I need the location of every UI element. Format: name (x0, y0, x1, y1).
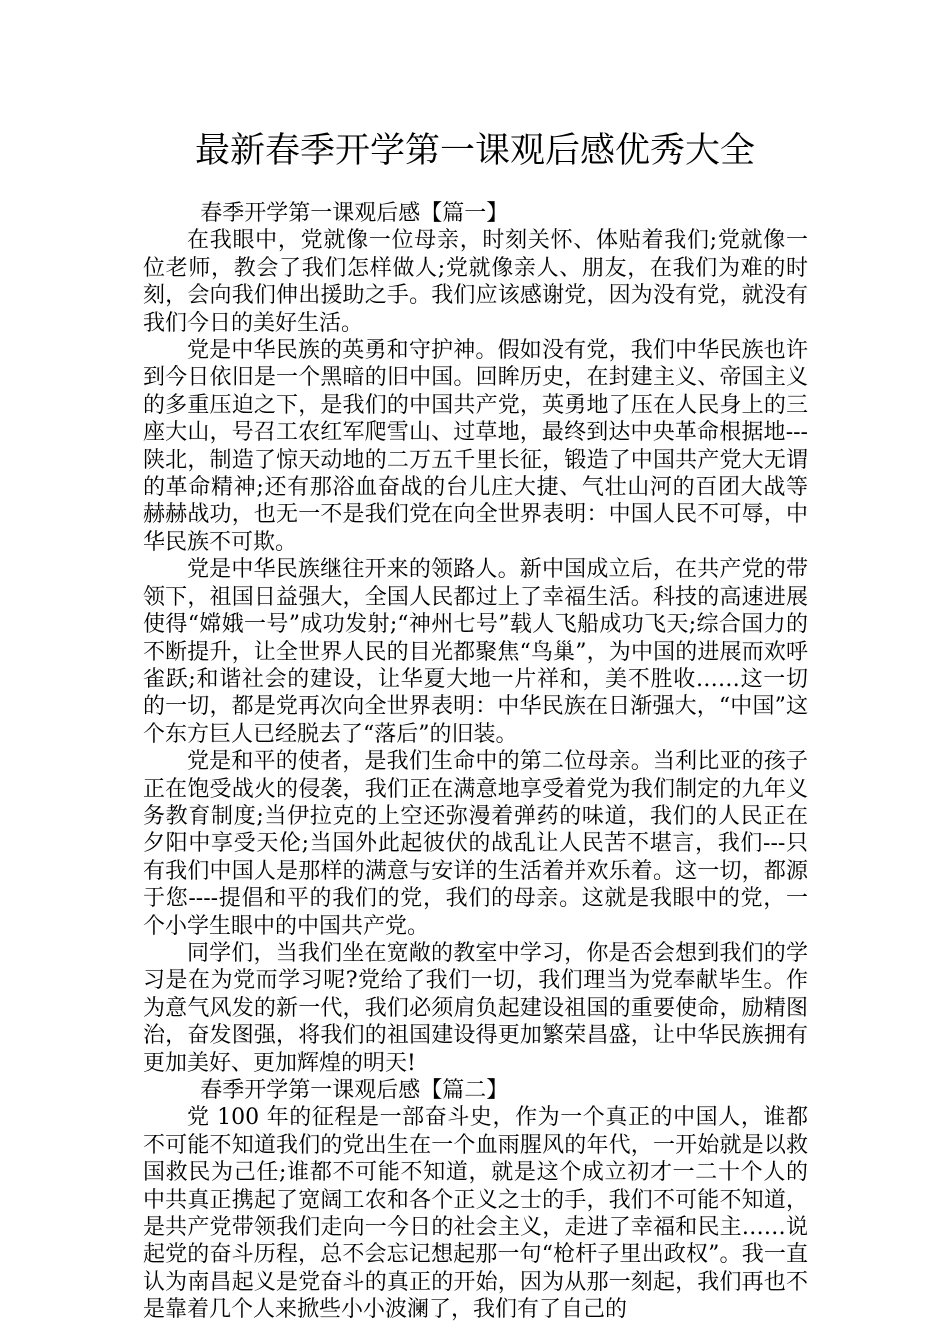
paragraph: 党是和平的使者，是我们生命中的第二位母亲。当利比亚的孩子正在饱受战火的侵袭，我们正在满意地享受着党为我们制定的九年义务教育制度;当伊拉克的上空还弥漫着弹药的味道，我们的人民正在夕阳中享受天伦;当国外此起彼伏的战乱让人民苦不堪言，我们---只有我们中国人是那样的满意与安详的生活着并欢乐着。这一切，都源于您----提倡和平的我们的党，我们的母亲。这就是我眼中的党，一个小学生眼中的中国共产党。 (143, 749, 808, 939)
section-heading: 春季开学第一课观后感【篇一】 (200, 201, 509, 226)
section-heading: 春季开学第一课观后感【篇二】 (200, 1078, 509, 1103)
paragraph: 党是中华民族继往开来的领路人。新中国成立后，在共产党的带领下，祖国日益强大，全国人民都过上了幸福生活。科技的高速进展使得“嫦娥一号”成功发射;“神州七号”载人飞船成功飞天;综合国力的不断提升，让全世界人民的目光都聚焦“鸟巢”，为中国的进展而欢呼雀跃;和谐社会的建设，让华夏大地一片祥和，美不胜收……这一切的一切，都是党再次向全世界表明：中华民族在日渐强大，“中国”这个东方巨人已经脱去了“落后”的旧装。 (143, 557, 808, 747)
document-body (143, 200, 808, 1324)
paragraph: 同学们，当我们坐在宽敞的教室中学习，你是否会想到我们的学习是在为党而学习呢?党给了我们一切，我们理当为党奉献毕生。作为意气风发的新一代，我们必须肩负起建设祖国的重要使命，励精图治，奋发图强，将我们的祖国建设得更加繁荣昌盛，让中华民族拥有更加美好、更加辉煌的明天! (143, 940, 808, 1076)
paragraph: 党 100 年的征程是一部奋斗史，作为一个真正的中国人，谁都不可能不知道我们的党出生在一个血雨腥风的年代，一开始就是以救国救民为己任;谁都不可能不知道，就是这个成立初才一二十个人的中共真正携起了宽阔工农和各个正义之士的手，我们不可能不知道，是共产党带领我们走向一今日的社会主义，走进了幸福和民主……说起党的奋斗历程，总不会忘记想起那一句“枪杆子里出政权”。我一直认为南昌起义是党奋斗的真正的开始，因为从那一刻起，我们再也不是靠着几个人来掀些小小波澜了，我们有了自己的 (143, 1105, 808, 1323)
paragraph: 在我眼中，党就像一位母亲，时刻关怀、体贴着我们;党就像一位老师，教会了我们怎样做人;党就像亲人、朋友，在我们为难的时刻，会向我们伸出援助之手。我们应该感谢党，因为没有党，就没有我们今日的美好生活。 (143, 228, 808, 336)
paragraph: 党是中华民族的英勇和守护神。假如没有党，我们中华民族也许到今日依旧是一个黑暗的旧中国。回眸历史，在封建主义、帝国主义的多重压迫之下，是我们的中国共产党，英勇地了压在人民身上的三座大山，号召工农红军爬雪山、过草地，最终到达中央革命根据地---陕北，制造了惊天动地的二万五千里长征，锻造了中国共产党大无谓的革命精神;还有那浴血奋战的台儿庄大捷、气壮山河的百团大战等赫赫战功，也无一不是我们党在向全世界表明：中国人民不可辱，中华民族不可欺。 (143, 338, 808, 555)
document-title: 最新春季开学第一课观后感优秀大全 (194, 131, 755, 171)
